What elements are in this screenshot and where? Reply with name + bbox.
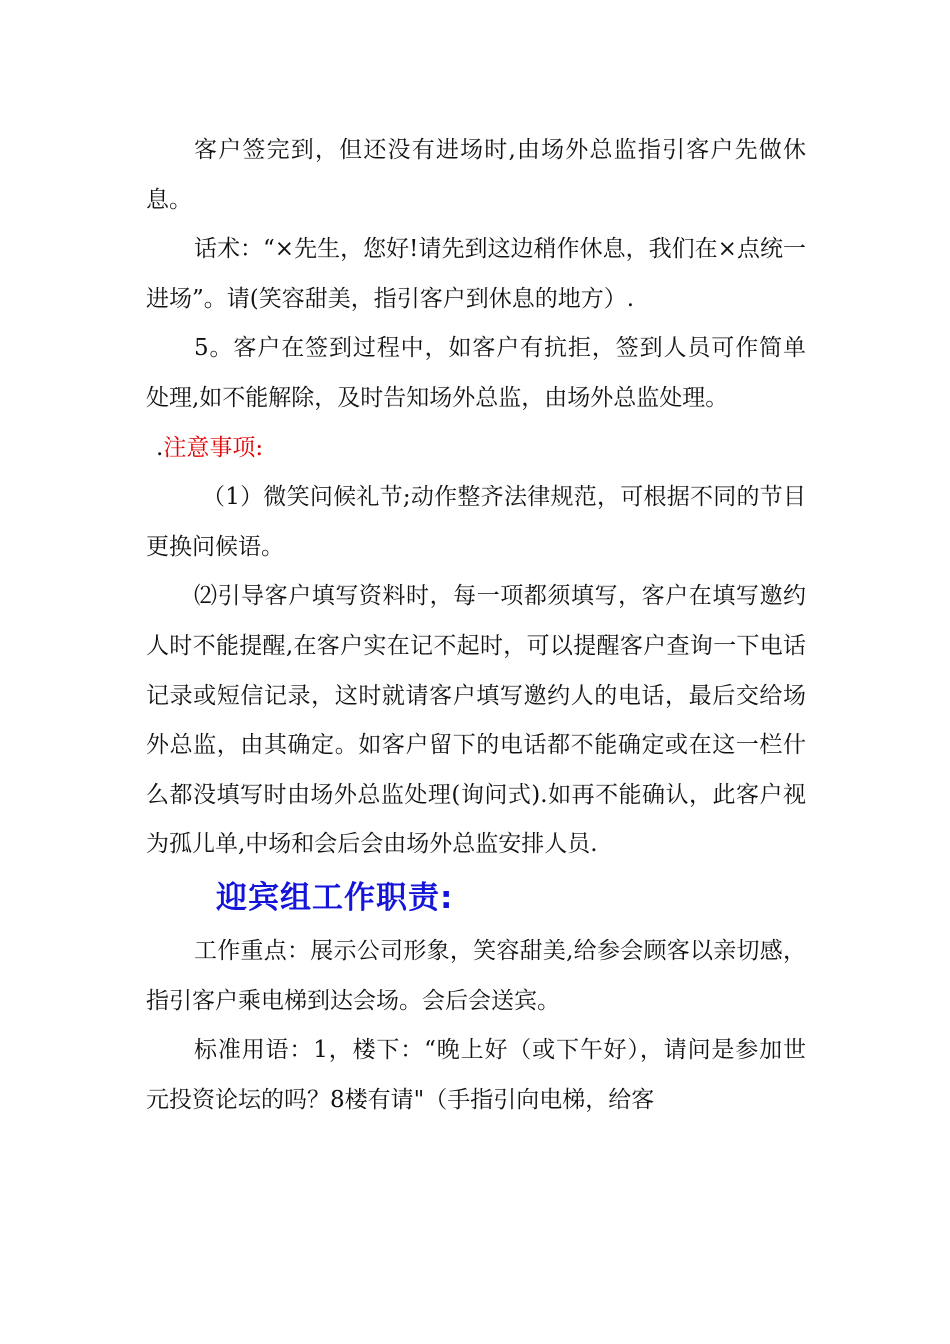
notes-heading-label: 注意事项:: [163, 434, 264, 461]
document-body: [146, 126, 806, 1125]
paragraph-checkin-rest: 客户签完到，但还没有进场时,由场外总监指引客户先做休息。: [146, 137, 806, 213]
paragraph-item-5: 5。客户在签到过程中，如客户有抗拒，签到人员可作简单处理,如不能解除，及时告知场外总监，由场外总监处理。: [146, 335, 806, 411]
section-title-greeting-team: 迎宾组工作职责:: [216, 879, 454, 916]
notes-heading-dot: .: [156, 434, 164, 461]
paragraph-script: 话术：“×先生，您好!请先到这边稍作休息，我们在×点统一进场”。请(笑容甜美，指引客户到休息的地方）.: [146, 236, 806, 312]
paragraph-work-focus: 工作重点：展示公司形象，笑容甜美,给参会顾客以亲切感，指引客户乘电梯到达会场。会后会送宾。: [146, 937, 806, 1014]
paragraph-standard-phrases: 标准用语：1，楼下：“晚上好（或下午好），请问是参加世元投资论坛的吗？8楼有请"（手指引向电梯，给客: [146, 1037, 806, 1113]
paragraph-note-2: ⑵引导客户填写资料时，每一项都须填写，客户在填写邀约人时不能提醒,在客户实在记不起时，可以提醒客户查询一下电话记录或短信记录，这时就请客户填写邀约人的电话，最后交给场外总监，由其确定。如客户留下的电话都不能确定或在这一栏什么都没填写时由场外总监处理(询问式).如再不能确认，此客户视为孤儿单,中场和会后会由场外总监安排人员.: [146, 583, 806, 858]
paragraph-note-1: （1）微笑问候礼节;动作整齐法律规范，可根据不同的节目更换问候语。: [146, 484, 806, 560]
notes-heading: [146, 424, 806, 474]
